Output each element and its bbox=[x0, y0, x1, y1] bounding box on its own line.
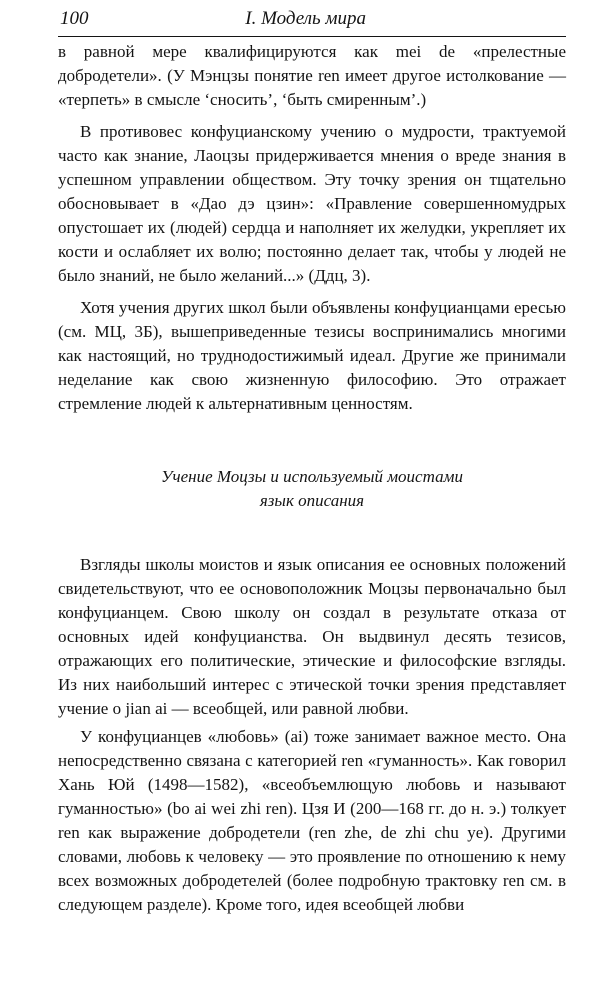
section-heading-line-1: Учение Моцзы и используемый моистами bbox=[161, 467, 463, 486]
paragraph-2: В противовес конфуцианскому учению о мудрости, трактуемой часто как знание, Лаоцзы придерживается мнения о вреде знания в успешном управлении обществом. Эту точку зрения он тщательно обосновывает в «Дао дэ цзин»: «Правление совершенномудрых опустошает их (людей) сердца и наполняет их желудки, укрепляет их кости и ослабляет их волю; постоянно делает так, чтобы у людей не было знаний, не было желаний...» (Ддц, 3). bbox=[58, 122, 566, 285]
page-number: 100 bbox=[60, 8, 89, 29]
section-heading-line-2: язык описания bbox=[259, 491, 365, 510]
section-heading bbox=[58, 465, 566, 513]
page-header bbox=[58, 0, 566, 37]
paragraph-3: Хотя учения других школ были объявлены конфуцианцами ересью (см. МЦ, 3Б), вышеприведенные тезисы воспринимались многими как настоящий, но труднодостижимый идеал. Другие же принимали неделание как свою жизненную философию. Это отражает стремление людей к альтернативным ценностям. bbox=[58, 298, 566, 413]
paragraph-4: Взгляды школы моистов и язык описания ее основных положений свидетельствуют, что ее основоположник Моцзы первоначально был конфуцианцем. Свою школу он создал в результате отказа от основных идей конфуцианства. Он выдвинул десять тезисов, отражающих его политические, этические и философские взгляды. Из них наибольший интерес с этической точки зрения представляет учение о jian ai — всеобщей, или равной любви. bbox=[58, 555, 566, 718]
running-title: I. Модель мира bbox=[245, 8, 366, 29]
paragraph-5: У конфуцианцев «любовь» (ai) тоже занимает важное место. Она непосредственно связана с категорией ren «гуманность». Как говорил Хань Юй (1498—1582), «всеобъемлющую любовь и называют гуманностью» (bo ai wei zhi ren). Цзя И (200—168 гг. до н. э.) толкует ren как выражение добродетели (ren zhe, de zhi chu ye). Другими словами, любовь к человеку — это проявление по отношению к нему всех возможных добродетелей (более подробную трактовку ren см. в следующем разделе). Кроме того, идея всеобщей любви bbox=[58, 727, 566, 914]
body-text bbox=[58, 40, 566, 917]
paragraph-1: в равной мере квалифицируются как mei de «прелестные добродетели». (У Мэнцзы понятие ren имеет другое истолкование — «терпеть» в смысле ‘сносить’, ‘быть смиренным’.) bbox=[58, 42, 566, 109]
